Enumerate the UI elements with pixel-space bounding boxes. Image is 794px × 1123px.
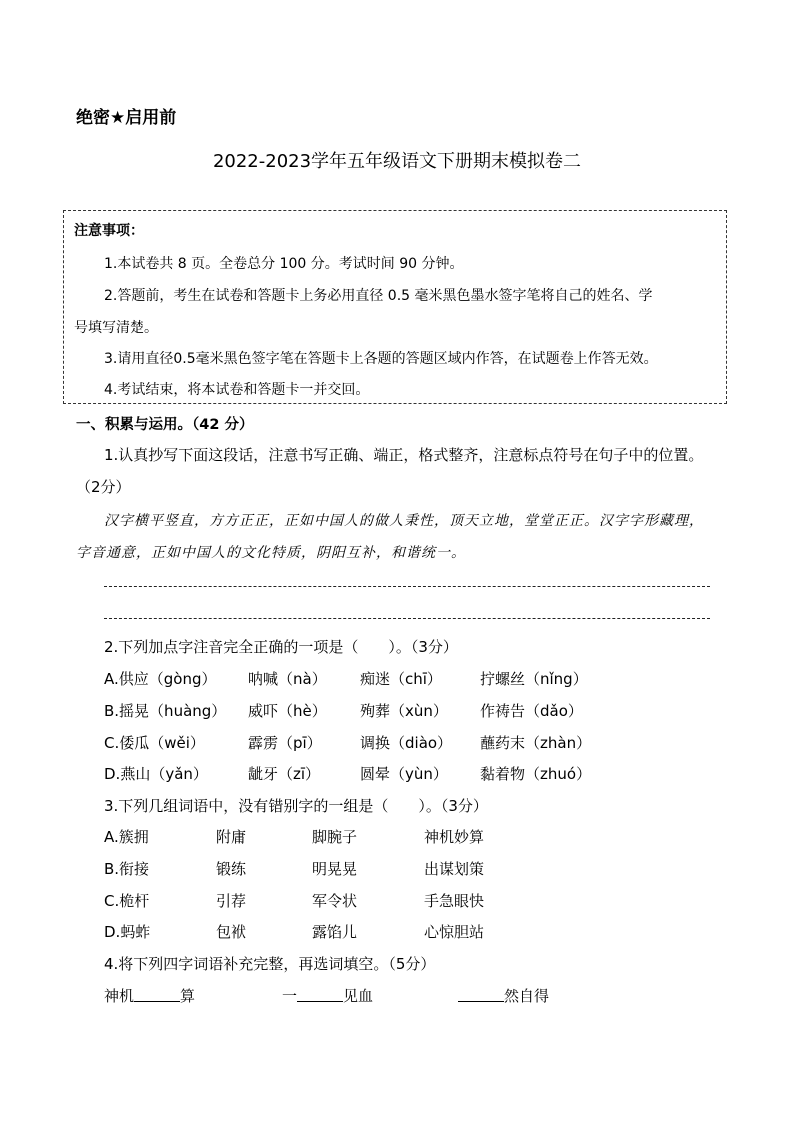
q3-stem: 3.下列几组词语中，没有错别字的一组是（ ）。（3分） bbox=[104, 797, 488, 815]
q4-blank-2[interactable] bbox=[297, 987, 343, 1002]
q2-a-3: 痴迷（chī） bbox=[360, 670, 442, 688]
q1-passage-line-1: 汉字横平竖直，方方正正，正如中国人的做人秉性，顶天立地，堂堂正正。汉字字形藏理， bbox=[104, 513, 704, 529]
q4-blank-1[interactable] bbox=[134, 987, 180, 1002]
notice-item-1: 1.本试卷共 8 页。全卷总分 100 分。考试时间 90 分钟。 bbox=[104, 256, 464, 272]
q3-a-3: 脚腕子 bbox=[312, 828, 358, 846]
q1-stem-cont: （2分） bbox=[76, 478, 131, 496]
confidential-label: 绝密★启用前 bbox=[76, 108, 177, 128]
q3-b-2: 锻练 bbox=[216, 860, 247, 878]
q3-d-3: 露馅儿 bbox=[312, 923, 358, 941]
q3-a-4: 神机妙算 bbox=[424, 828, 485, 846]
q2-c-4: 蘸药末（zhàn） bbox=[480, 734, 592, 752]
section-1-title: 一、积累与运用。（42 分） bbox=[76, 417, 254, 433]
q3-b-4: 出谋划策 bbox=[424, 860, 485, 878]
q4-item-1-prefix: 神机 bbox=[104, 987, 135, 1005]
q2-b-1: B.摇晃（huàng） bbox=[104, 702, 227, 720]
q2-b-4: 作祷告（dǎo） bbox=[480, 702, 583, 720]
q3-c-4: 手急眼快 bbox=[424, 892, 485, 910]
q2-a-1: A.供应（gòng） bbox=[104, 670, 217, 688]
q2-stem: 2.下列加点字注音完全正确的一项是（ ）。（3分） bbox=[104, 638, 458, 656]
q4-item-2-prefix: 一 bbox=[282, 987, 298, 1005]
q2-a-4: 拧螺丝（nǐng） bbox=[480, 670, 588, 688]
notice-item-4: 4.考试结束，将本试卷和答题卡一并交回。 bbox=[104, 382, 370, 398]
q1-passage-line-2: 字音通意，正如中国人的文化特质，阴阳互补，和谐统一。 bbox=[76, 545, 466, 561]
q2-c-1: C.倭瓜（wěi） bbox=[104, 734, 205, 752]
q4-item-3 bbox=[458, 985, 549, 1006]
q2-d-3: 圆晕（yùn） bbox=[360, 765, 448, 783]
q3-d-1: D.蚂蚱 bbox=[104, 923, 151, 941]
q2-d-1: D.燕山（yǎn） bbox=[104, 765, 208, 783]
q2-c-2: 霹雳（pī） bbox=[248, 734, 322, 752]
copy-line-1[interactable] bbox=[104, 586, 710, 587]
q2-d-4: 黏着物（zhuó） bbox=[480, 765, 592, 783]
q3-c-2: 引荐 bbox=[216, 892, 247, 910]
q1-stem: 1.认真抄写下面这段话，注意书写正确、端正，格式整齐，注意标点符号在句子中的位置。 bbox=[104, 446, 704, 464]
q3-d-2: 包袱 bbox=[216, 923, 247, 941]
notice-item-2-cont: 号填写清楚。 bbox=[74, 320, 158, 336]
exam-title: 2022-2023学年五年级语文下册期末模拟卷二 bbox=[212, 151, 582, 172]
q4-blank-3[interactable] bbox=[458, 987, 504, 1002]
q2-c-3: 调换（diào） bbox=[360, 734, 453, 752]
q4-item-2-suffix: 见血 bbox=[343, 987, 374, 1005]
q4-item-3-suffix: 然自得 bbox=[504, 987, 550, 1005]
q3-c-3: 军令状 bbox=[312, 892, 358, 910]
notice-item-3: 3.请用直径0.5毫米黑色签字笔在答题卡上各题的答题区域内作答，在试题卷上作答无效。 bbox=[104, 351, 658, 367]
q2-b-2: 威吓（hè） bbox=[248, 702, 327, 720]
notice-box bbox=[63, 210, 727, 404]
q4-item-2 bbox=[282, 985, 373, 1006]
q3-b-1: B.衔接 bbox=[104, 860, 150, 878]
q3-a-2: 附庸 bbox=[216, 828, 247, 846]
q4-item-1 bbox=[104, 985, 195, 1006]
copy-line-2[interactable] bbox=[104, 618, 710, 619]
q3-b-3: 明晃晃 bbox=[312, 860, 358, 878]
q2-b-3: 殉葬（xùn） bbox=[360, 702, 448, 720]
q2-d-2: 龇牙（zī） bbox=[248, 765, 321, 783]
notice-item-2: 2.答题前，考生在试卷和答题卡上务必用直径 0.5 毫米黑色墨水签字笔将自己的姓名、学 bbox=[104, 288, 653, 304]
q4-item-1-suffix: 算 bbox=[180, 987, 196, 1005]
q3-c-1: C.桅杆 bbox=[104, 892, 150, 910]
q2-a-2: 呐喊（nà） bbox=[248, 670, 327, 688]
q3-d-4: 心惊胆站 bbox=[424, 923, 485, 941]
q4-stem: 4.将下列四字词语补充完整，再选词填空。（5分） bbox=[104, 955, 436, 973]
notice-heading: 注意事项： bbox=[74, 223, 144, 239]
q3-a-1: A.簇拥 bbox=[104, 828, 149, 846]
